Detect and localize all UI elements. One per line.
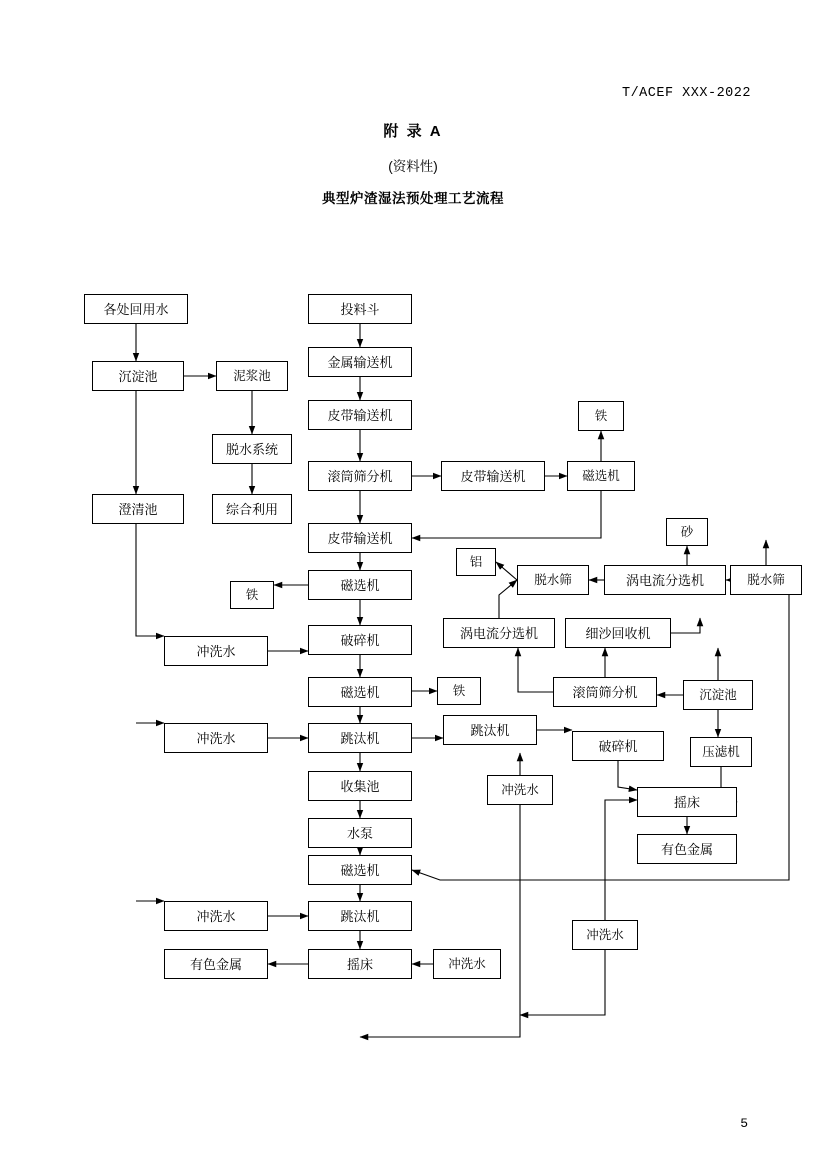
process-node: 脱水系统 — [212, 434, 292, 464]
process-node: 金属输送机 — [308, 347, 412, 377]
process-node: 冲洗水 — [433, 949, 501, 979]
process-node: 磁选机 — [308, 570, 412, 600]
process-node: 破碎机 — [308, 625, 412, 655]
process-node: 澄清池 — [92, 494, 184, 524]
process-node: 脱水筛 — [730, 565, 802, 595]
process-node: 泥浆池 — [216, 361, 288, 391]
process-node: 冲洗水 — [487, 775, 553, 805]
process-node: 皮带输送机 — [308, 523, 412, 553]
process-node: 破碎机 — [572, 731, 664, 761]
process-node: 压滤机 — [690, 737, 752, 767]
process-node: 冲洗水 — [164, 901, 268, 931]
process-node: 磁选机 — [567, 461, 635, 491]
process-node: 滚筒筛分机 — [308, 461, 412, 491]
process-node: 有色金属 — [164, 949, 268, 979]
process-node: 冲洗水 — [164, 636, 268, 666]
standard-code: T/ACEF XXX-2022 — [621, 86, 751, 101]
appendix-label: 附 录 A — [383, 123, 443, 140]
process-node: 铁 — [578, 401, 624, 431]
process-node: 铁 — [230, 581, 274, 609]
process-node: 磁选机 — [308, 855, 412, 885]
process-node: 有色金属 — [637, 834, 737, 864]
process-node: 滚筒筛分机 — [553, 677, 657, 707]
process-node: 各处回用水 — [84, 294, 188, 324]
process-node: 皮带输送机 — [441, 461, 545, 491]
process-node: 细沙回收机 — [565, 618, 671, 648]
process-node: 水泵 — [308, 818, 412, 848]
process-node: 脱水筛 — [517, 565, 589, 595]
page-title: 典型炉渣湿法预处理工艺流程 — [322, 191, 504, 206]
process-node: 跳汰机 — [308, 901, 412, 931]
process-node: 冲洗水 — [164, 723, 268, 753]
process-node: 冲洗水 — [572, 920, 638, 950]
page-number: 5 — [740, 1116, 748, 1131]
appendix-type: (资料性) — [388, 159, 438, 174]
process-node: 摇床 — [637, 787, 737, 817]
process-node: 收集池 — [308, 771, 412, 801]
process-node: 跳汰机 — [443, 715, 537, 745]
process-node: 沉淀池 — [92, 361, 184, 391]
process-node: 投料斗 — [308, 294, 412, 324]
process-node: 皮带输送机 — [308, 400, 412, 430]
process-node: 沉淀池 — [683, 680, 753, 710]
process-node: 铝 — [456, 548, 496, 576]
process-node: 磁选机 — [308, 677, 412, 707]
process-node: 涡电流分选机 — [443, 618, 555, 648]
process-node: 铁 — [437, 677, 481, 705]
process-node: 综合利用 — [212, 494, 292, 524]
process-node: 摇床 — [308, 949, 412, 979]
process-node: 跳汰机 — [308, 723, 412, 753]
process-node: 砂 — [666, 518, 708, 546]
process-node: 涡电流分选机 — [604, 565, 726, 595]
